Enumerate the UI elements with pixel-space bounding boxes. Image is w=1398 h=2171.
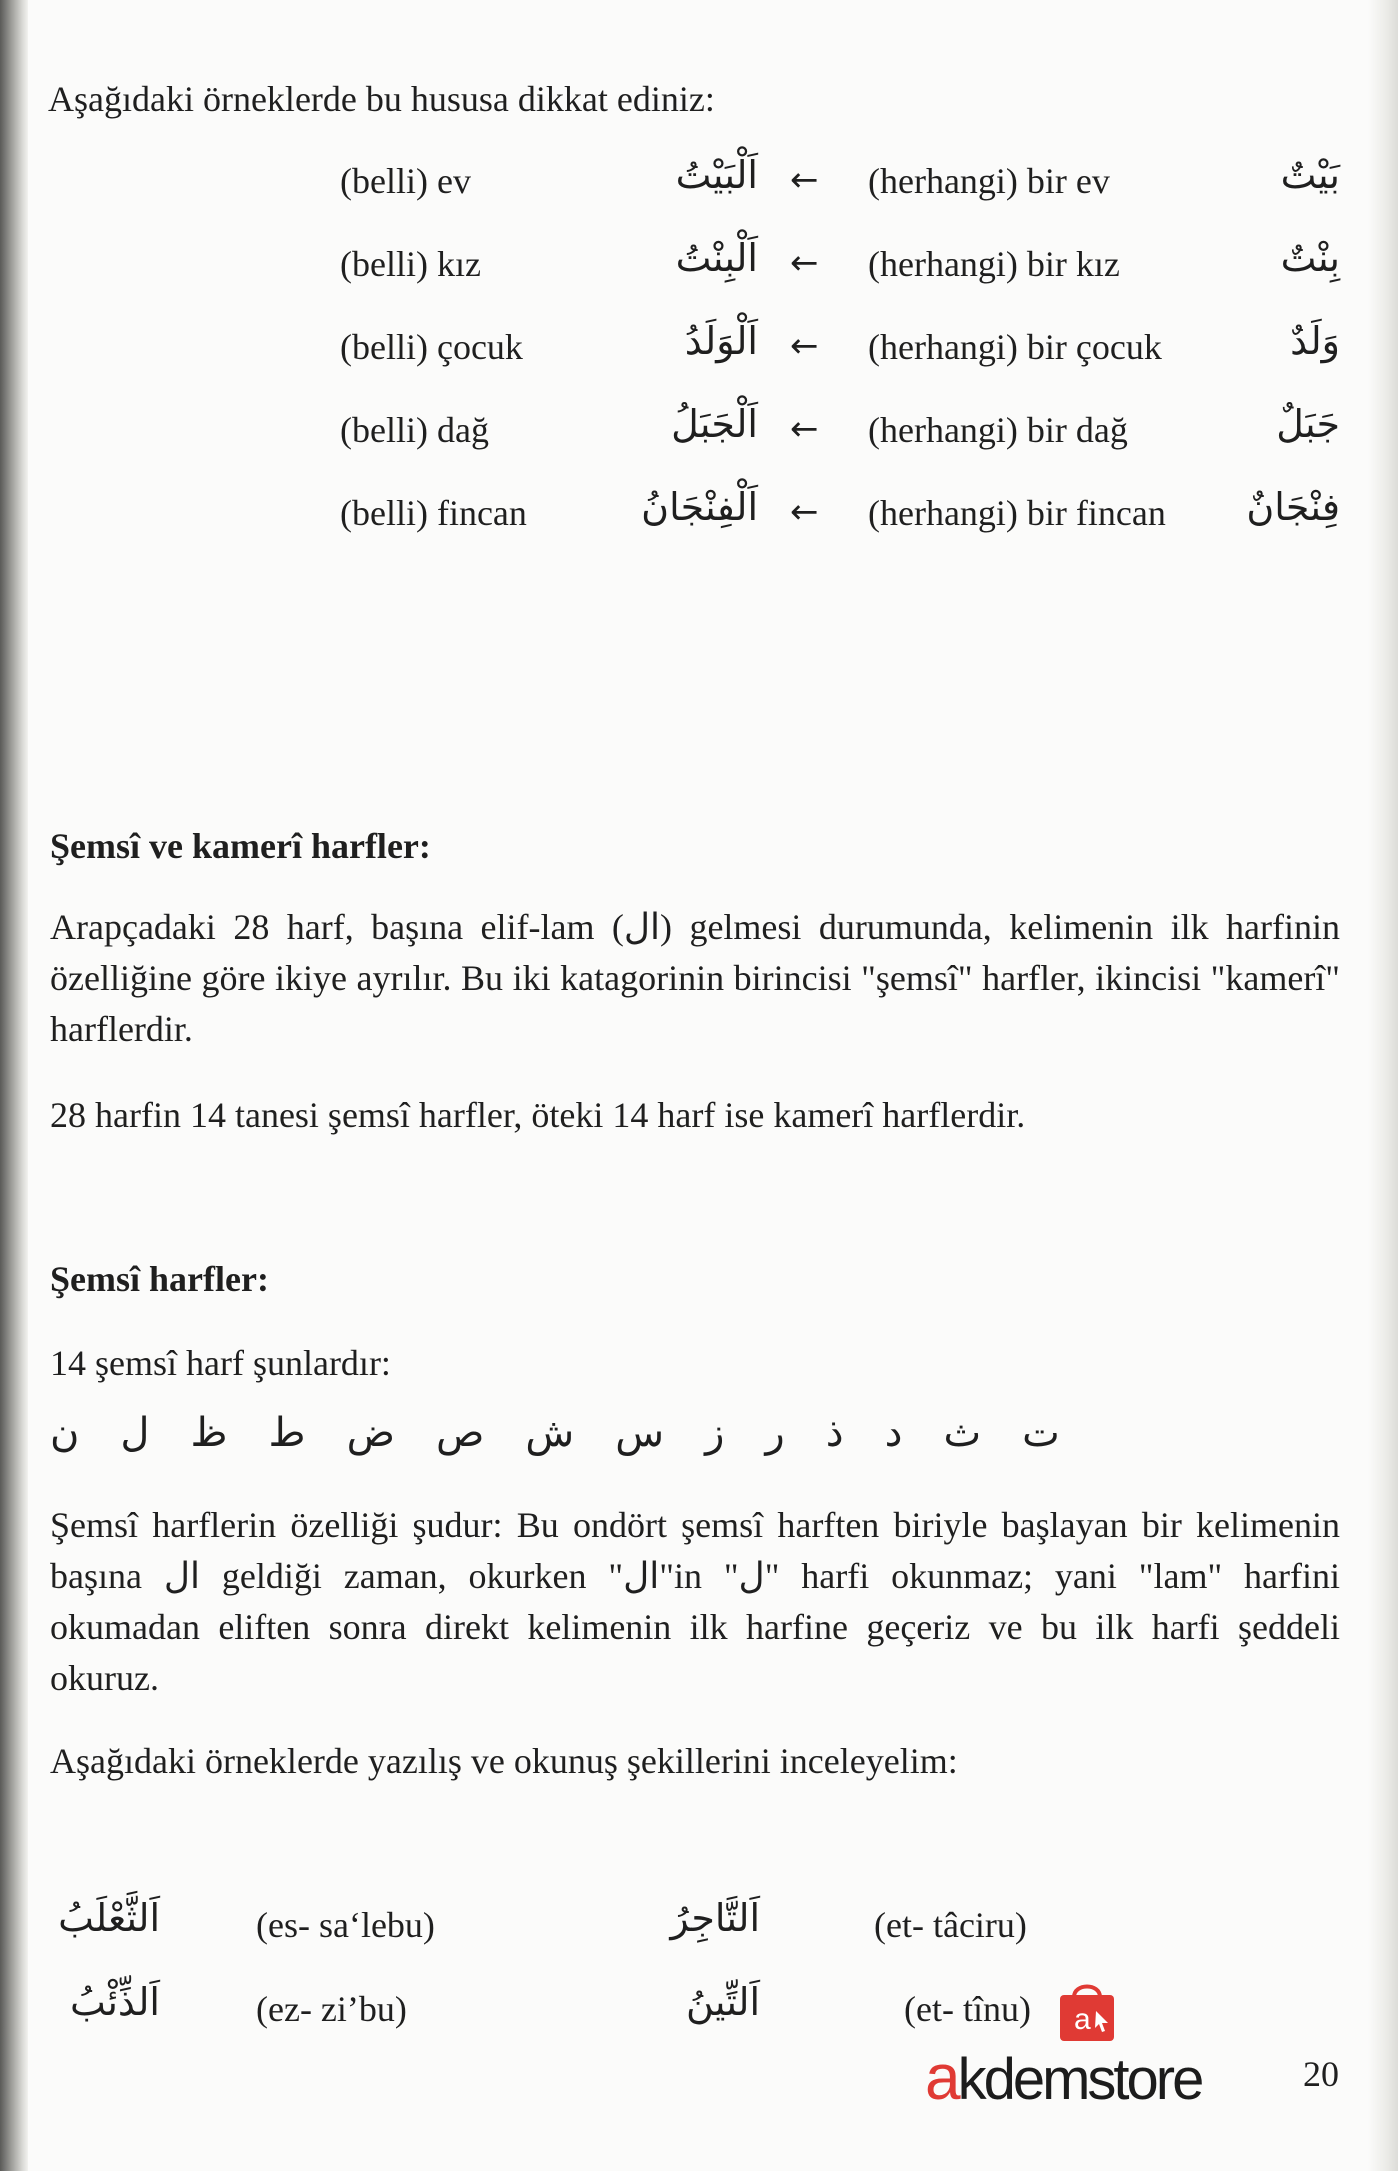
definite-label: (belli) kız: [340, 244, 481, 284]
reading-transliteration: (es- sa‘lebu): [256, 1905, 435, 1945]
reading-arabic: اَلذِّئْبُ: [70, 1980, 160, 2024]
reading-arabic: اَلثَّعْلَبُ: [58, 1896, 160, 1940]
definite-label: (belli) fincan: [340, 493, 527, 533]
reading-transliteration: (et- tînu): [904, 1989, 1031, 2029]
paragraph: 28 harfin 14 tanesi şemsî harfler, öteki 14 harf ise kamerî harflerdir.: [50, 1095, 1026, 1135]
reading-transliteration: (et- tâciru): [874, 1905, 1027, 1945]
page-number: 20: [1303, 2054, 1339, 2094]
definite-arabic: اَلْبِنْتُ: [675, 236, 758, 280]
arrow-icon: ←: [790, 409, 819, 449]
section-heading: Şemsî ve kamerî harfler:: [50, 826, 431, 866]
arrow-icon: ←: [790, 243, 819, 283]
definite-label: (belli) ev: [340, 161, 471, 201]
reading-arabic: اَلتَّاجِرُ: [670, 1896, 760, 1940]
reading-transliteration: (ez- zi’bu): [256, 1989, 407, 2029]
arrow-icon: ←: [790, 160, 819, 200]
definite-label: (belli) dağ: [340, 410, 489, 450]
letter: ر: [765, 1410, 785, 1456]
arrow-icon: ←: [790, 326, 819, 366]
letter: ط: [268, 1410, 306, 1456]
bag-letter: a: [1074, 2003, 1091, 2036]
paragraph: Şemsî harflerin özelliği şudur: Bu ondört şemsî harften biriyle başlayan bir kelimenin başına ال geldiği zaman, okurken "ال"in "ل" harfi okunmaz; yani "lam" harfini okumadan eliften sonra direkt kelimenin ilk harfine geçeriz ve bu ilk harfi şeddeli okuruz.: [50, 1505, 1340, 1698]
definite-arabic: اَلْفِنْجَانُ: [641, 485, 758, 529]
letter: ص: [435, 1410, 485, 1456]
intro-text: Aşağıdaki örneklerde bu hususa dikkat ediniz:: [48, 79, 715, 119]
section-heading: Şemsî harfler:: [50, 1259, 269, 1299]
indefinite-label: (herhangi) bir fincan: [868, 493, 1166, 533]
elif-lam-arabic: ال: [623, 1556, 660, 1597]
arrow-icon: ←: [790, 492, 819, 532]
indefinite-arabic: جَبَلٌ: [1276, 402, 1340, 446]
letter: ل: [120, 1410, 150, 1456]
book-spine-shadow: [0, 0, 28, 2171]
lam-arabic: ل: [738, 1556, 765, 1597]
paragraph: Arapçadaki 28 harf, başına elif-lam (ال) gelmesi durumunda, kelimenin ilk harfinin özelliğine göre ikiye ayrılır. Bu iki katagorinin birincisi "şemsî" harfler, ikincisi "kamerî" harflerdir.: [50, 907, 1340, 1049]
indefinite-label: (herhangi) bir dağ: [868, 410, 1128, 450]
indefinite-label: (herhangi) bir ev: [868, 161, 1110, 201]
paragraph: Aşağıdaki örneklerde yazılış ve okunuş şekillerini inceleyelim:: [50, 1741, 958, 1781]
shamsi-letters: [50, 1410, 1060, 1456]
indefinite-arabic: بِنْتٌ: [1280, 236, 1340, 280]
letter: س: [615, 1410, 665, 1456]
letter: ث: [943, 1410, 982, 1456]
letter: د: [884, 1410, 903, 1456]
letter: ن: [50, 1410, 80, 1456]
letter: ش: [525, 1410, 575, 1456]
definite-arabic: اَلْوَلَدُ: [684, 319, 758, 363]
letters-intro: 14 şemsî harf şunlardır:: [50, 1343, 391, 1383]
definite-arabic: اَلْبَيْتُ: [675, 153, 758, 197]
indefinite-arabic: بَيْتٌ: [1280, 153, 1340, 197]
indefinite-arabic: فِنْجَانٌ: [1246, 485, 1340, 529]
letter: ذ: [825, 1410, 844, 1456]
indefinite-label: (herhangi) bir çocuk: [868, 327, 1162, 367]
indefinite-label: (herhangi) bir kız: [868, 244, 1120, 284]
letter: ت: [1022, 1410, 1060, 1456]
elif-lam-arabic: ال: [623, 907, 661, 948]
elif-lam-arabic: ال: [163, 1556, 201, 1597]
letter: ظ: [190, 1410, 228, 1456]
indefinite-arabic: وَلَدٌ: [1290, 319, 1340, 363]
reading-arabic: اَلتِّينُ: [686, 1980, 760, 2024]
letter: ض: [346, 1410, 395, 1456]
akdemstore-logo: akdemstore: [925, 2041, 1202, 2113]
definite-arabic: اَلْجَبَلُ: [671, 402, 758, 446]
letter: ز: [705, 1410, 725, 1456]
page-edge-shadow: [1368, 0, 1398, 2171]
shopping-bag-icon: [1054, 1977, 1120, 2043]
definite-label: (belli) çocuk: [340, 327, 523, 367]
